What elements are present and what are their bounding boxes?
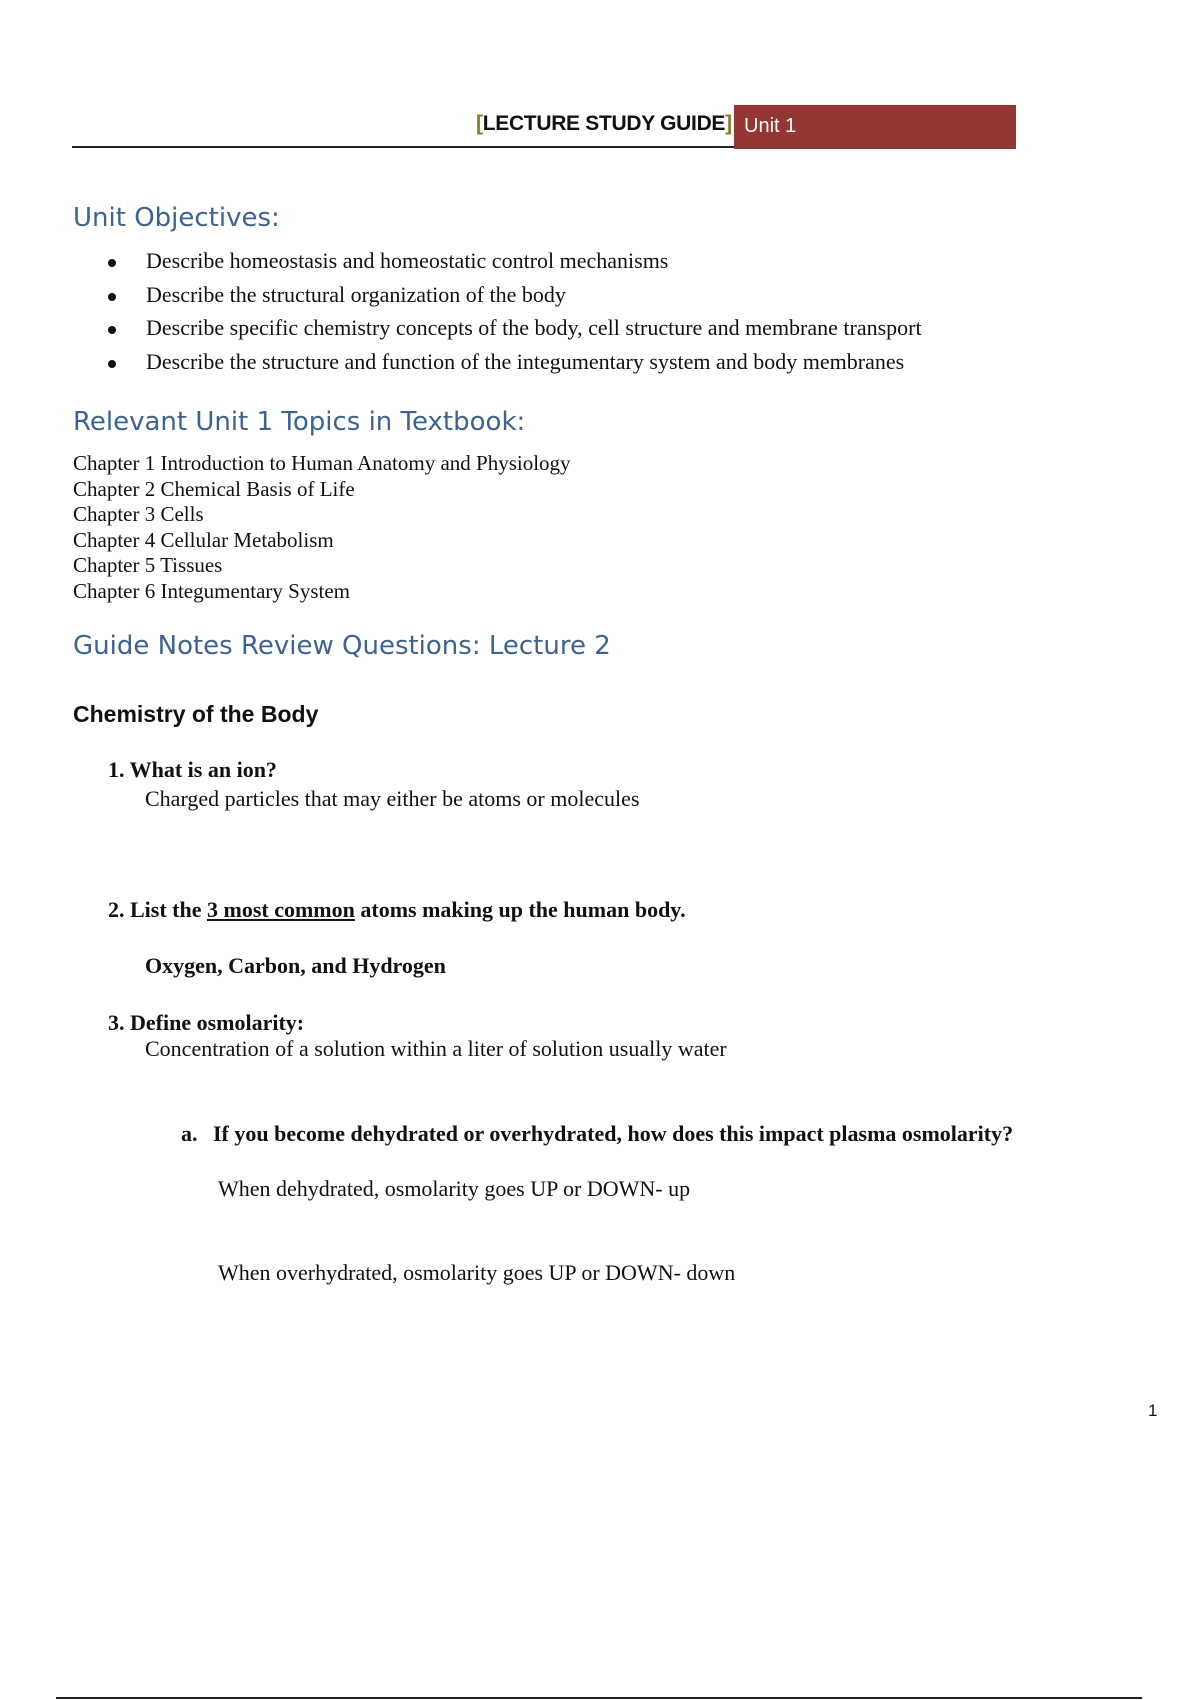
objective-item	[108, 315, 922, 349]
chapter-item: Chapter 2 Chemical Basis of Life	[73, 476, 355, 501]
question-3a	[181, 1121, 1013, 1147]
bullet-icon	[108, 360, 116, 368]
question-number: 1.	[108, 757, 125, 782]
chapter-item: Chapter 4 Cellular Metabolism	[73, 527, 334, 552]
unit-badge-label: Unit 1	[744, 115, 797, 137]
objective-item	[108, 349, 922, 383]
header-close-bracket: ]	[725, 112, 732, 135]
question-text-pre: List the	[130, 897, 207, 922]
answer-3: Concentration of a solution within a liter of solution usually water	[145, 1036, 727, 1061]
question-number: 3.	[108, 1010, 125, 1035]
page-number: 1	[1148, 1401, 1158, 1420]
topics-heading: Relevant Unit 1 Topics in Textbook:	[73, 407, 526, 437]
objective-item	[108, 282, 922, 316]
header-rule	[72, 146, 734, 148]
header-open-bracket: [	[476, 112, 483, 135]
chapter-item: Chapter 5 Tissues	[73, 553, 223, 577]
chapter-item: Chapter 3 Cells	[73, 502, 204, 526]
question-text-underlined: 3 most common	[207, 897, 355, 922]
section-title: Chemistry of the Body	[73, 701, 319, 727]
question-2	[108, 897, 686, 923]
objectives-list	[108, 248, 922, 382]
answer-2: Oxygen, Carbon, and Hydrogen	[145, 953, 446, 978]
question-text: Define osmolarity:	[130, 1010, 305, 1035]
answer-3a-overhydrated: When overhydrated, osmolarity goes UP or DOWN- down	[218, 1260, 736, 1285]
question-3	[108, 1010, 304, 1036]
answer-3a-dehydrated: When dehydrated, osmolarity goes UP or DOWN- up	[218, 1176, 691, 1201]
objective-text: Describe homeostasis and homeostatic control mechanisms	[146, 248, 669, 273]
chapter-item: Chapter 6 Integumentary System	[73, 578, 351, 603]
bullet-icon	[108, 293, 116, 301]
question-text: If you become dehydrated or overhydrated, how does this impact plasma osmolarity?	[213, 1121, 1014, 1146]
review-heading: Guide Notes Review Questions: Lecture 2	[73, 631, 611, 661]
answer-1: Charged particles that may either be atoms or molecules	[145, 786, 640, 811]
footer-rule	[56, 1697, 1142, 1699]
document-header-title	[476, 112, 732, 136]
bullet-icon	[108, 259, 116, 267]
question-number: 2.	[108, 897, 125, 922]
question-1	[108, 757, 277, 783]
objective-text: Describe the structural organization of the body	[146, 281, 566, 307]
objective-text: Describe the structure and function of the integumentary system and body membranes	[146, 348, 905, 374]
bullet-icon	[108, 326, 116, 334]
unit-badge	[734, 105, 1016, 149]
question-text-post: atoms making up the human body.	[354, 897, 686, 922]
objective-text: Describe specific chemistry concepts of the body, cell structure and membrane transport	[146, 315, 922, 340]
chapter-item: Chapter 1 Introduction to Human Anatomy and Physiology	[73, 451, 571, 475]
objectives-heading: Unit Objectives:	[73, 203, 280, 233]
question-text: What is an ion?	[129, 757, 277, 782]
question-label: a.	[181, 1121, 198, 1146]
objective-item	[108, 248, 922, 282]
chapters-list	[73, 451, 571, 604]
header-title-text: LECTURE STUDY GUIDE	[482, 112, 726, 135]
